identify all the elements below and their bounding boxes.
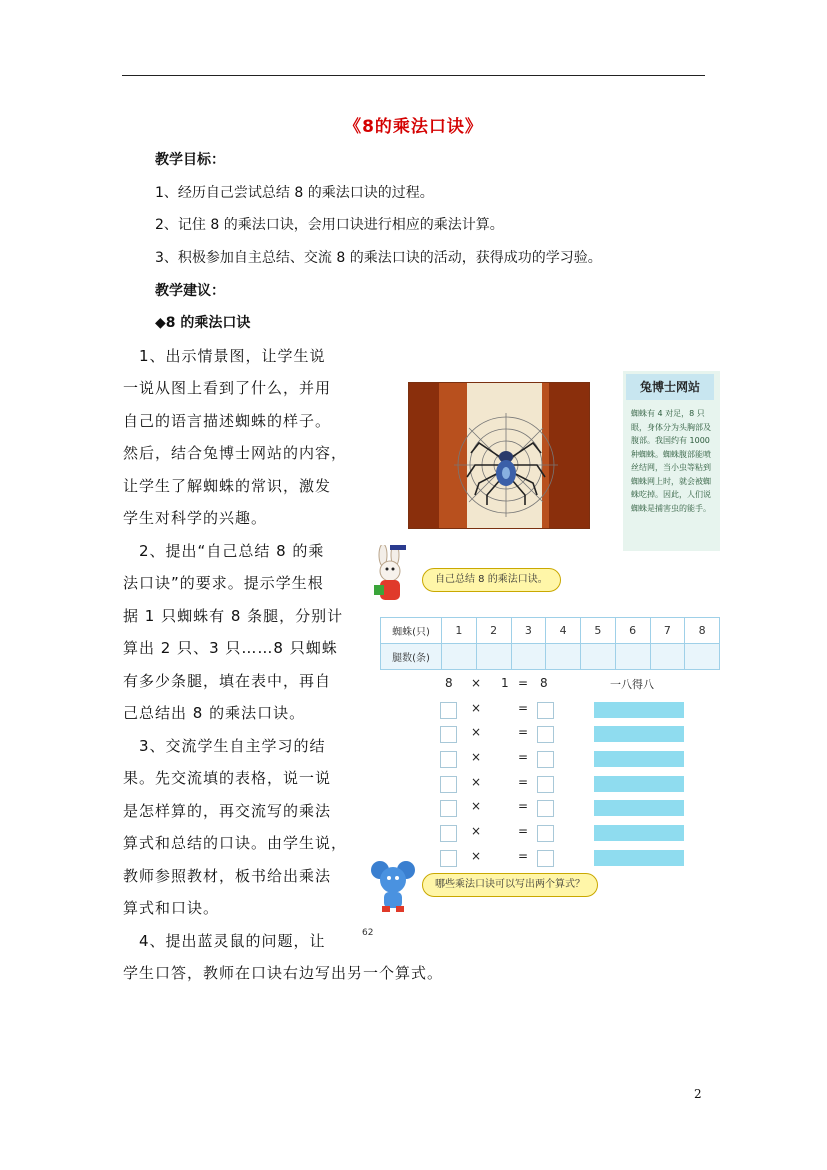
objective-3: 3、积极参加自主总结、交流 8 的乘法口诀的活动，获得成功的学习验。 [155,250,602,266]
body-line: 学生对科学的兴趣。 [123,509,268,527]
objective-2: 2、记住 8 的乘法口诀，会用口诀进行相应的乘法计算。 [155,217,504,233]
table-cell: 7 [650,618,685,644]
website-text: 蜘蛛有 4 对足，8 只眼，身体分为头胸部及腹部。我国约有 1000 种蜘蛛。蜘蛛腹部能喷丝结网，当小虫等粘到蜘蛛网上时，就会被蜘蛛吃掉。因此，人们说蜘蛛是捕害虫的能手。 [631,409,711,513]
table-empty-cell [650,644,685,670]
multiplication-row: × = [438,821,688,846]
body-line: 让学生了解蜘蛛的常识，激发 [123,477,332,495]
body-line: 是怎样算的，再交流写的乘法 [123,802,332,820]
table-cell: 6 [615,618,650,644]
multiplication-exercise [438,673,688,871]
page-number: 2 [694,1087,702,1101]
body-line: 果。先交流填的表格，说一说 [123,769,332,787]
table-empty-cell [511,644,546,670]
table-cell: 1 [442,618,477,644]
website-title: 兔博士网站 [626,374,714,400]
body-line: 据 1 只蜘蛛有 8 条腿，分别计 [123,607,344,625]
multiplication-row [438,673,688,698]
table-row-head: 蜘蛛(只) [381,618,442,644]
table-empty-cell [546,644,581,670]
table-cell: 5 [581,618,616,644]
table-row-head: 腿数(条) [381,644,442,670]
rabbit-website-panel [623,371,720,551]
body-line: 算式和口诀。 [123,899,220,917]
mouse-speech-bubble: 哪些乘法口诀可以写出两个算式？ [422,873,598,897]
body-line: 自己的语言描述蜘蛛的样子。 [123,412,332,430]
table-empty-cell [615,644,650,670]
objective-1: 1、经历自己尝试总结 8 的乘法口诀的过程。 [155,185,434,201]
body-line: 己总结出 8 的乘法口诀。 [123,704,306,722]
table-empty-cell [581,644,616,670]
multiplication-row: × = [438,722,688,747]
body-line: 学生口答，教师在口诀右边写出另一个算式。 [123,964,444,982]
spider-web-icon [409,383,589,528]
rabbit-speech-bubble: 自己总结 8 的乘法口诀。 [422,568,561,592]
body-line: 算出 2 只、3 只……8 只蜘蛛 [123,639,338,657]
body-line: 3、交流学生自主学习的结 [123,737,326,755]
multiplication-row: × = [438,796,688,821]
blue-mouse-character-icon [370,858,416,914]
suggestions-heading: 教学建议： [155,283,225,299]
spider-scene-image [408,382,590,529]
body-line: 1、出示情景图，让学生说 [123,347,326,365]
table-cell: 8 [685,618,720,644]
textbook-page-number: 62 [362,928,374,938]
section-heading: ◆8 的乘法口诀 [155,315,251,331]
multiplication-row: × = [438,772,688,797]
body-line: 有多少条腿，填在表中，再自 [123,672,332,690]
body-line: 一说从图上看到了什么，并用 [123,379,332,397]
equals-sign: = [518,676,529,690]
table-cell: 4 [546,618,581,644]
textbook-illustration [360,365,720,945]
body-line: 算式和总结的口诀。由学生说， [123,834,348,852]
factor-b: 1 [501,676,509,690]
body-line: 然后，结合兔博士网站的内容， [123,444,348,462]
factor-a: 8 [445,676,453,690]
spider-legs-table [380,617,720,670]
table-empty-cell [476,644,511,670]
rhyme-label: 一八得八 [610,678,654,691]
table-empty-cell [442,644,477,670]
table-empty-cell [685,644,720,670]
table-cell: 3 [511,618,546,644]
body-line: 2、提出“自己总结 8 的乘 [123,542,325,560]
multiplication-row: × = [438,698,688,723]
product: 8 [540,676,548,690]
body-line: 教师参照教材，板书给出乘法 [123,867,332,885]
page-title: 《8的乘法口诀》 [344,117,483,137]
times-sign: × [471,676,482,690]
header-rule [122,75,705,76]
rabbit-character-icon [370,545,412,605]
body-line: 4、提出蓝灵鼠的问题，让 [123,932,326,950]
multiplication-row: × = [438,846,688,871]
multiplication-row: × = [438,747,688,772]
body-line: 法口诀”的要求。提示学生根 [123,574,324,592]
table-cell: 2 [476,618,511,644]
objectives-heading: 教学目标： [155,152,225,168]
